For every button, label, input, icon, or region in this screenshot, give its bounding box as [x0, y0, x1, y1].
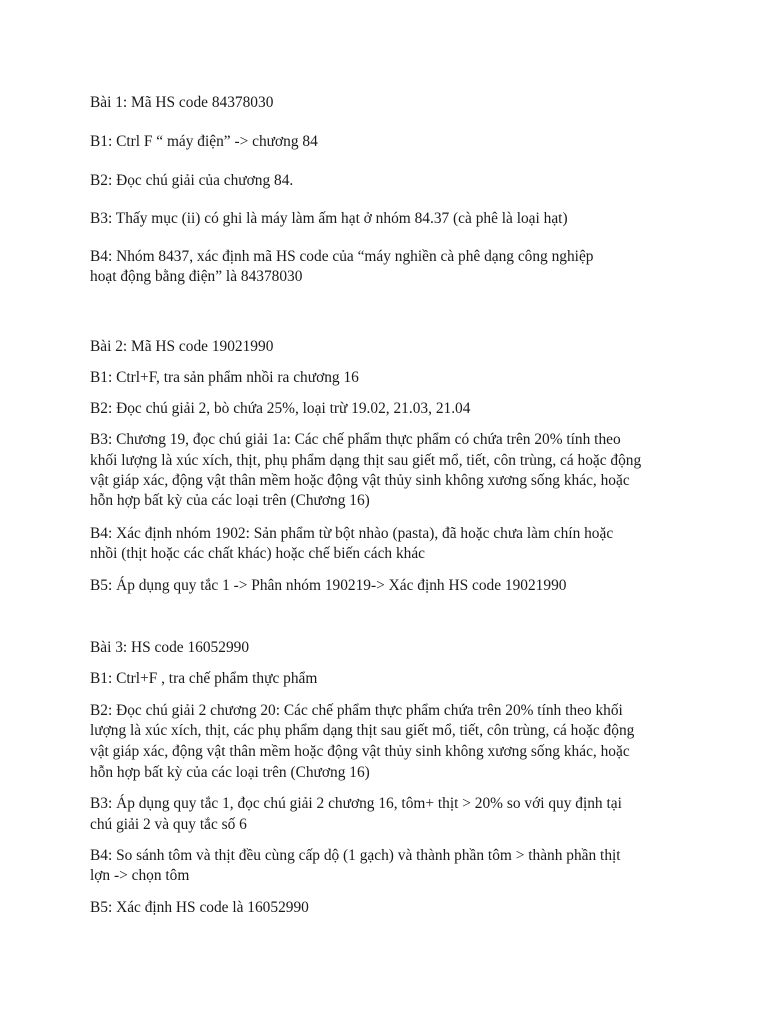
- exercise-1-step-2: B2: Đọc chú giải của chương 84.: [90, 172, 294, 189]
- exercise-3-step-4-line-2: lợn -> chọn tôm: [90, 867, 190, 884]
- exercise-2-step-2: B2: Đọc chú giải 2, bò chứa 25%, loại trừ 19.02, 21.03, 21.04: [90, 400, 471, 417]
- exercise-3-step-2-line-3: vật giáp xác, động vật thân mềm hoặc động vật thủy sinh không xương sống khác, hoặc: [90, 743, 630, 760]
- exercise-3-step-2-line-1: B2: Đọc chú giải 2 chương 20: Các chế phẩm thực phẩm chứa trên 20% tính theo khối: [90, 702, 623, 719]
- exercise-3-step-4-line-1: B4: So sánh tôm và thịt đều cùng cấp dộ (1 gạch) và thành phần tôm > thành phần thịt: [90, 847, 621, 864]
- exercise-2-step-4-line-2: nhồi (thịt hoặc các chất khác) hoặc chế biến cách khác: [90, 545, 425, 562]
- exercise-2-step-1: B1: Ctrl+F, tra sản phẩm nhồi ra chương 16: [90, 369, 359, 386]
- exercise-1-title: Bài 1: Mã HS code 84378030: [90, 94, 274, 111]
- exercise-1-step-4-line-2: hoạt động bằng điện” là 84378030: [90, 268, 303, 285]
- exercise-2-step-3-line-1: B3: Chương 19, đọc chú giải 1a: Các chế phẩm thực phẩm có chứa trên 20% tính theo: [90, 431, 621, 448]
- exercise-2-title: Bài 2: Mã HS code 19021990: [90, 338, 274, 355]
- exercise-2-step-4-line-1: B4: Xác định nhóm 1902: Sản phẩm từ bột nhào (pasta), đã hoặc chưa làm chín hoặc: [90, 525, 614, 542]
- exercise-3-step-3-line-2: chú giải 2 và quy tắc số 6: [90, 816, 247, 833]
- exercise-1-step-4-line-1: B4: Nhóm 8437, xác định mã HS code của “máy nghiền cà phê dạng công nghiệp: [90, 248, 594, 265]
- exercise-3-step-2-line-4: hỗn hợp bất kỳ của các loại trên (Chương 16): [90, 764, 370, 781]
- exercise-2-step-3-line-3: vật giáp xác, động vật thân mềm hoặc động vật thủy sinh không xương sống khác, hoặc: [90, 472, 630, 489]
- exercise-3-step-1: B1: Ctrl+F , tra chế phẩm thực phẩm: [90, 670, 318, 687]
- exercise-3-step-5: B5: Xác định HS code là 16052990: [90, 899, 309, 916]
- exercise-3-step-2-line-2: lượng là xúc xích, thịt, các phụ phẩm dạng thịt sau giết mổ, tiết, côn trùng, cá hoặc động: [90, 722, 635, 739]
- exercise-1-step-3: B3: Thấy mục (ii) có ghi là máy làm ấm hạt ở nhóm 84.37 (cà phê là loại hạt): [90, 210, 568, 227]
- exercise-2-step-3-line-2: khối lượng là xúc xích, thịt, phụ phẩm dạng thịt sau giết mổ, tiết, côn trùng, cá hoặc động: [90, 452, 642, 469]
- exercise-2-step-3-line-4: hỗn hợp bất kỳ của các loại trên (Chương 16): [90, 492, 370, 509]
- exercise-1-step-1: B1: Ctrl F “ máy điện” -> chương 84: [90, 133, 318, 150]
- exercise-3-title: Bài 3: HS code 16052990: [90, 639, 250, 656]
- exercise-3-step-3-line-1: B3: Áp dụng quy tắc 1, đọc chú giải 2 chương 16, tôm+ thịt > 20% so với quy định tại: [90, 795, 622, 812]
- exercise-2-step-5: B5: Áp dụng quy tắc 1 -> Phân nhóm 190219-> Xác định HS code 19021990: [90, 577, 567, 594]
